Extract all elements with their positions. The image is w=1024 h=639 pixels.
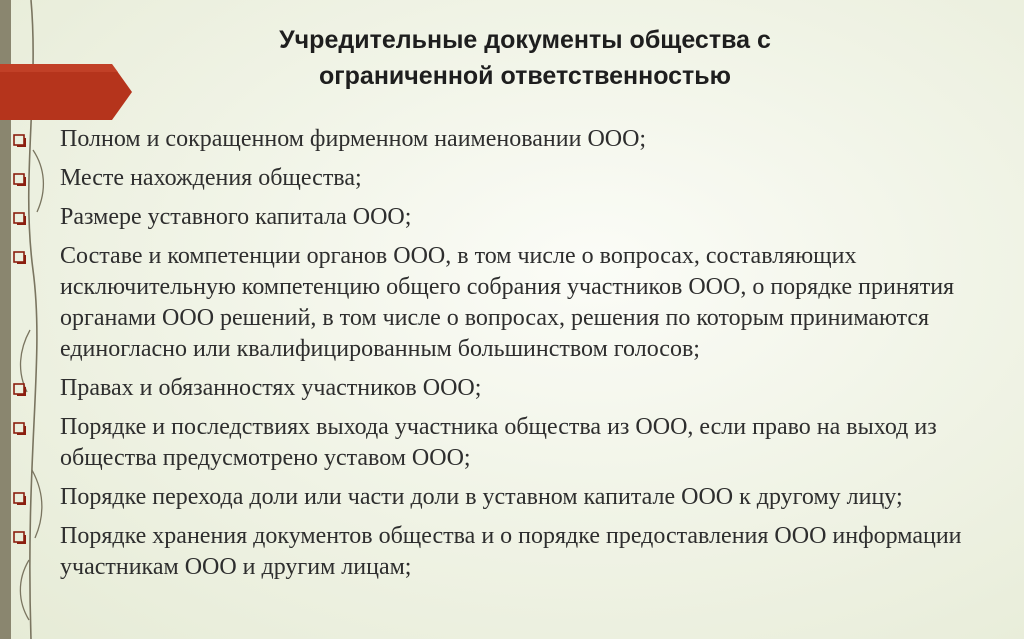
bullet-text: Месте нахождения общества; <box>60 165 362 191</box>
bullet-item <box>0 521 1024 583</box>
bullet-item <box>0 202 1024 233</box>
bullet-text: Полном и сокращенном фирменном наименовании ООО; <box>60 126 647 152</box>
bullet-item <box>0 482 1024 513</box>
bullet-item <box>0 412 1024 474</box>
bullet-item <box>0 373 1024 404</box>
checkbox-bullet-icon <box>12 172 27 187</box>
checkbox-bullet-icon <box>12 421 27 436</box>
bullet-item <box>0 241 1024 365</box>
bullet-item <box>0 163 1024 194</box>
checkbox-bullet-icon <box>12 250 27 265</box>
bullet-text: Порядке перехода доли или части доли в уставном капитале ООО к другому лицу; <box>60 484 903 510</box>
slide-title-line-2: ограниченной ответственностью <box>318 62 732 90</box>
bullet-text: Порядке хранения документов общества и о порядке предоставления ООО информации участникам ООО и другим лицам; <box>60 523 962 580</box>
red-ribbon-icon <box>0 64 132 120</box>
slide-title <box>175 22 875 94</box>
slide-title-line-1: Учредительные документы общества с <box>279 26 771 54</box>
bullet-list <box>0 124 1024 591</box>
bullet-item <box>0 124 1024 155</box>
checkbox-bullet-icon <box>12 382 27 397</box>
bullet-text: Порядке и последствиях выхода участника общества из ООО, если право на выход из общества предусмотрено уставом ООО; <box>60 414 937 471</box>
bullet-text: Правах и обязанностях участников ООО; <box>60 375 482 401</box>
checkbox-bullet-icon <box>12 530 27 545</box>
checkbox-bullet-icon <box>12 211 27 226</box>
checkbox-bullet-icon <box>12 491 27 506</box>
bullet-text: Составе и компетенции органов ООО, в том числе о вопросах, составляющих исключительную компетенцию общего собрания участников ООО, о порядке принятия органами ООО решений, в том числе о вопросах, решения по которым принимаются единогласно или квалифицированным большинством голосов; <box>60 243 955 362</box>
checkbox-bullet-icon <box>12 133 27 148</box>
bullet-text: Размере уставного капитала ООО; <box>60 204 412 230</box>
